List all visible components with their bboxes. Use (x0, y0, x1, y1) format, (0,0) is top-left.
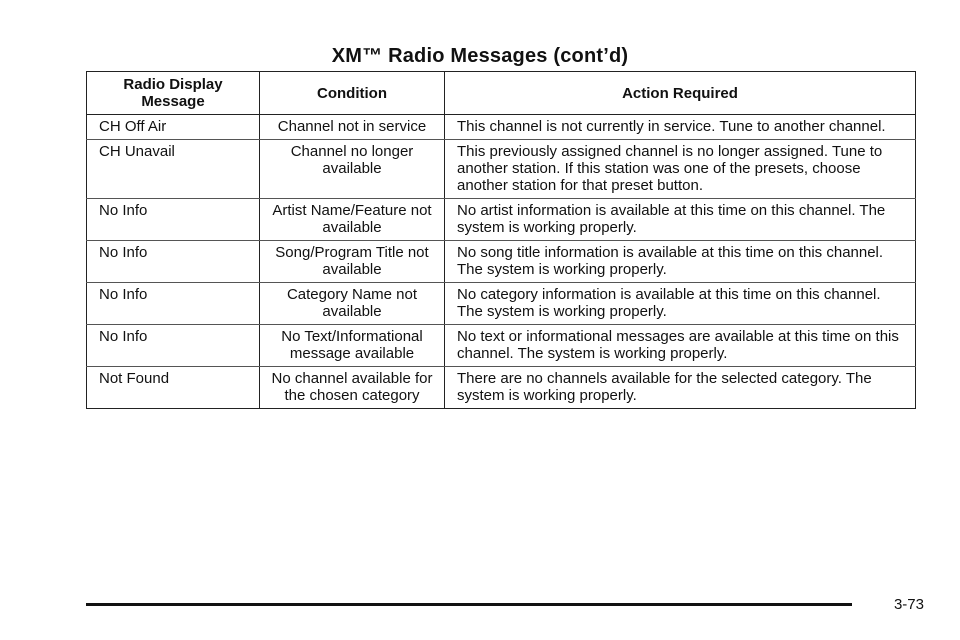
page-title: XM™ Radio Messages (cont’d) (331, 45, 629, 67)
cell-condition: Category Name not available (260, 283, 445, 325)
cell-action-required: This previously assigned channel is no longer assigned. Tune to another station. If this station was one of the presets, choose another station for that preset button. (445, 140, 916, 199)
header-action-required: Action Required (445, 72, 916, 115)
cell-action-required: There are no channels available for the selected category. The system is working properly. (445, 367, 916, 409)
cell-condition: No Text/Informational message available (260, 325, 445, 367)
footer-rule (86, 603, 852, 606)
radio-messages-table (86, 71, 916, 409)
cell-display-message: Not Found (87, 367, 260, 409)
header-radio-display-message: Radio Display Message (87, 72, 260, 115)
header-row (87, 72, 916, 115)
table-body (87, 115, 916, 409)
table-row (87, 283, 916, 325)
cell-condition: No channel available for the chosen category (260, 367, 445, 409)
cell-action-required: No artist information is available at this time on this channel. The system is working properly. (445, 199, 916, 241)
table-row (87, 325, 916, 367)
cell-display-message: No Info (87, 283, 260, 325)
table-row (87, 140, 916, 199)
cell-condition: Artist Name/Feature not available (260, 199, 445, 241)
cell-action-required: No song title information is available at this time on this channel. The system is working properly. (445, 241, 916, 283)
page-number: 3-73 (893, 596, 924, 613)
cell-display-message: No Info (87, 199, 260, 241)
cell-action-required: No text or informational messages are available at this time on this channel. The system is working properly. (445, 325, 916, 367)
table-row (87, 241, 916, 283)
cell-action-required: No category information is available at this time on this channel. The system is working properly. (445, 283, 916, 325)
cell-display-message: CH Unavail (87, 140, 260, 199)
table-row (87, 367, 916, 409)
cell-action-required: This channel is not currently in service. Tune to another channel. (445, 115, 916, 140)
header-condition: Condition (260, 72, 445, 115)
cell-condition: Channel no longer available (260, 140, 445, 199)
table-header (87, 72, 916, 115)
cell-display-message: CH Off Air (87, 115, 260, 140)
cell-condition: Channel not in service (260, 115, 445, 140)
table-row (87, 115, 916, 140)
cell-condition: Song/Program Title not available (260, 241, 445, 283)
table-row (87, 199, 916, 241)
cell-display-message: No Info (87, 241, 260, 283)
cell-display-message: No Info (87, 325, 260, 367)
